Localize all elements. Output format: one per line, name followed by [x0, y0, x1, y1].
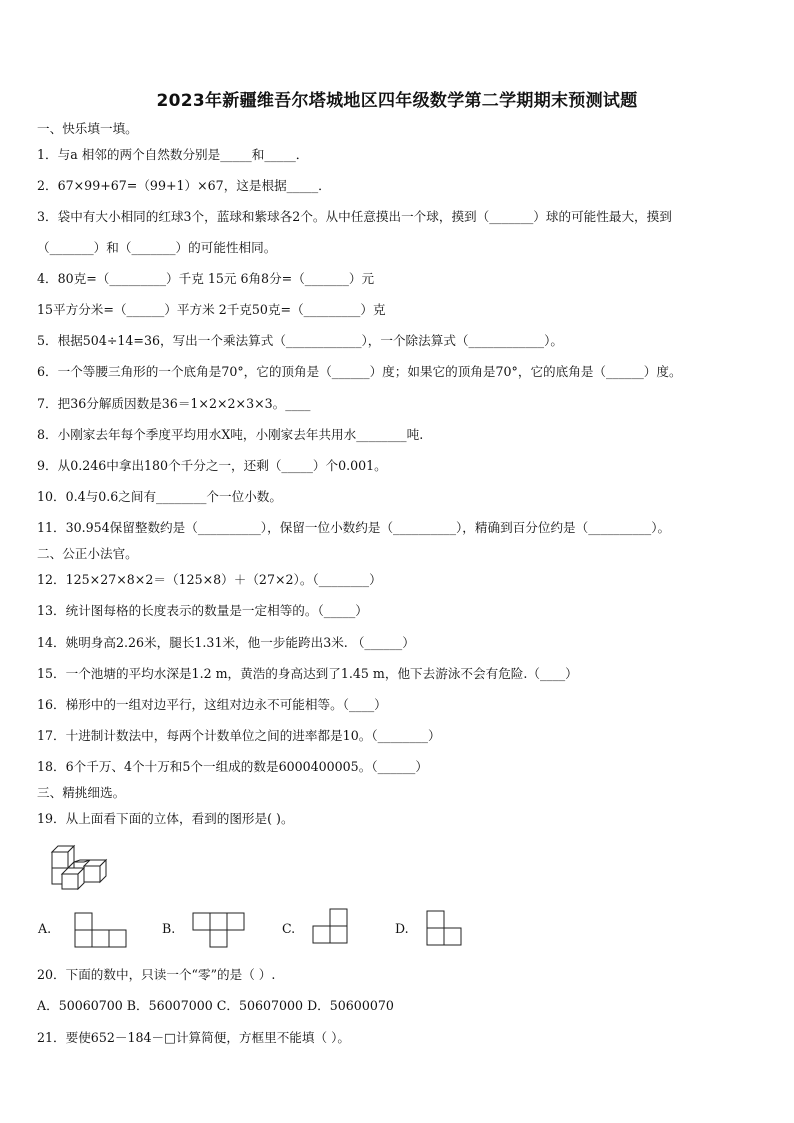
question-6: 6．一个等腰三角形的一个底角是70°，它的顶角是（______）度；如果它的顶角是70°，它的底角是（______）度。 — [37, 364, 682, 379]
question-13: 13．统计图每格的长度表示的数量是一定相等的。（_____） — [37, 603, 368, 618]
q19-option-b-shape — [192, 912, 246, 950]
question-8: 8．小刚家去年每个季度平均用水X吨，小刚家去年共用水________吨. — [37, 427, 424, 442]
question-3-line-1: 3．袋中有大小相同的红球3个，蓝球和紫球各2个。从中任意摸出一个球，摸到（_______）球的可能性最大，摸到 — [37, 209, 672, 224]
q19-option-d-shape — [426, 910, 466, 950]
question-9: 9．从0.246中拿出180个千分之一，还剩（_____）个0.001。 — [37, 458, 387, 473]
q19-option-c-shape — [312, 908, 352, 948]
section-3-heading: 三、精挑细选。 — [37, 785, 126, 800]
q19-option-d-label: D. — [395, 921, 409, 936]
question-4-line-1: 4．80克=（_________）千克 15元 6角8分=（_______）元 — [37, 271, 375, 286]
question-10: 10．0.4与0.6之间有________个一位小数。 — [37, 489, 282, 504]
question-19: 19．从上面看下面的立体，看到的图形是( )。 — [37, 811, 294, 826]
question-16: 16．梯形中的一组对边平行，这组对边永不可能相等。（____） — [37, 697, 387, 712]
question-15: 15．一个池塘的平均水深是1.2 m，黄浩的身高达到了1.45 m，他下去游泳不会有危险.（____） — [37, 666, 578, 681]
question-20-options: A．50060700 B．56007000 C．50607000 D．50600070 — [37, 998, 394, 1013]
section-2-heading: 二、公正小法官。 — [37, 546, 138, 561]
question-17: 17．十进制计数法中，每两个计数单位之间的进率都是10。（________） — [37, 728, 441, 743]
question-4-line-2: 15平方分米=（______）平方米 2千克50克=（_________）克 — [37, 302, 386, 317]
q19-option-a-shape — [74, 912, 128, 950]
q19-option-a-label: A. — [38, 921, 52, 936]
question-5: 5．根据504÷14=36，写出一个乘法算式（____________），一个除法算式（____________）。 — [37, 333, 563, 348]
question-3-line-2: （_______）和（_______）的可能性相同。 — [37, 240, 277, 255]
cube-stack-figure — [48, 842, 120, 890]
question-14: 14．姚明身高2.26米，腿长1.31米，他一步能跨出3米. （______） — [37, 635, 415, 650]
question-12: 12．125×27×8×2＝（125×8）＋（27×2）。（________） — [37, 572, 382, 587]
question-18: 18．6个千万、4个十万和5个一组成的数是6000400005。（______） — [37, 759, 428, 774]
question-20: 20．下面的数中，只读一个“零”的是（ ）. — [37, 967, 276, 982]
question-11: 11．30.954保留整数约是（__________），保留一位小数约是（__________），精确到百分位约是（__________）。 — [37, 520, 671, 535]
question-1: 1．与a 相邻的两个自然数分别是_____和_____． — [37, 147, 309, 162]
question-7: 7．把36分解质因数是36＝1×2×2×3×3。____ — [37, 396, 311, 411]
page-title: 2023年新疆维吾尔塔城地区四年级数学第二学期期末预测试题 — [156, 91, 638, 111]
question-2: 2．67×99+67=（99+1）×67，这是根据_____． — [37, 178, 331, 193]
question-21: 21．要使652－184－□计算简便，方框里不能填（ ）。 — [37, 1030, 350, 1045]
section-1-heading: 一、快乐填一填。 — [37, 121, 138, 136]
q19-option-c-label: C. — [282, 921, 296, 936]
q19-option-b-label: B. — [162, 921, 176, 936]
